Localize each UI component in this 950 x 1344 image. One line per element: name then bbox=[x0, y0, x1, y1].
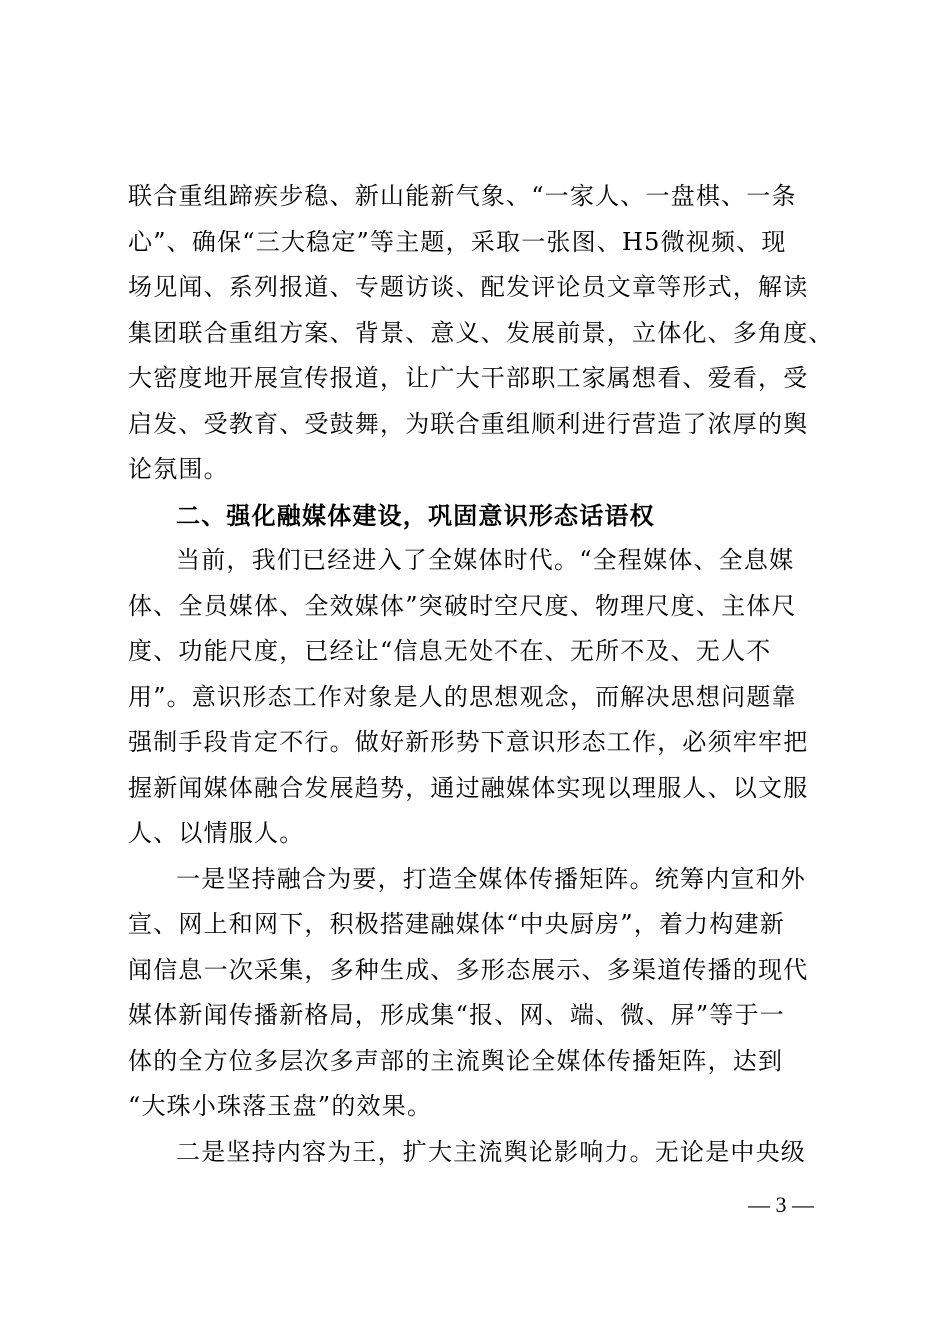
text-line: 集团联合重组方案、背景、意义、发展前景，立体化、多角度、 bbox=[128, 318, 834, 347]
text-line: 大密度地开展宣传报道，让广大干部职工家属想看、爱看，受 bbox=[128, 364, 809, 392]
text-line: 心”、确保“三大稳定”等主题，采取一张图、H5微视频、现 bbox=[128, 227, 787, 256]
text-line: 启发、受教育、受鼓舞，为联合重组顺利进行营造了浓厚的舆 bbox=[128, 409, 809, 438]
text-line: 场见闻、系列报道、专题访谈、配发评论员文章等形式，解读 bbox=[128, 273, 809, 301]
text-line: “大珠小珠落玉盘”的效果。 bbox=[128, 1092, 433, 1120]
text-line: 联合重组蹄疾步稳、新山能新气象、“一家人、一盘棋、一条 bbox=[128, 182, 797, 210]
text-line: 一是坚持融合为要，打造全媒体传播矩阵。统筹内宣和外 bbox=[176, 864, 806, 893]
document-body bbox=[128, 174, 834, 1175]
text-line: 体的全方位多层次多声部的主流舆论全媒体传播矩阵，达到 bbox=[128, 1046, 784, 1075]
text-line: 强制手段肯定不行。做好新形势下意识形态工作，必须牢牢把 bbox=[128, 728, 809, 756]
text-line: 体、全员媒体、全效媒体”突破时空尺度、物理尺度、主体尺 bbox=[128, 591, 797, 620]
text-line: 握新闻媒体融合发展趋势，通过融媒体实现以理服人、以文服 bbox=[128, 773, 809, 802]
text-line: 度、功能尺度，已经让“信息无处不在、无所不及、无人不 bbox=[128, 637, 772, 665]
text-line: 二是坚持内容为王，扩大主流舆论影响力。无论是中央级 bbox=[176, 1137, 806, 1166]
text-line: 人、以情服人。 bbox=[128, 819, 305, 847]
text-line: 闻信息一次采集，多种生成、多形态展示、多渠道传播的现代 bbox=[128, 955, 809, 984]
text-line: 用”。意识形态工作对象是人的思想观念，而解决思想问题靠 bbox=[128, 682, 797, 711]
text-line: 媒体新闻传播新格局，形成集“报、网、端、微、屏”等于一 bbox=[128, 1001, 785, 1029]
section-heading: 二、强化融媒体建设，巩固意识形态话语权 bbox=[176, 500, 655, 530]
text-line: 论氛围。 bbox=[128, 455, 229, 483]
text-line: 当前，我们已经进入了全媒体时代。“全程媒体、全息媒 bbox=[176, 546, 795, 574]
text-line: 宣、网上和网下，积极搭建融媒体“中央厨房”，着力构建新 bbox=[128, 910, 785, 938]
page-number: — 3 — bbox=[748, 1192, 814, 1217]
